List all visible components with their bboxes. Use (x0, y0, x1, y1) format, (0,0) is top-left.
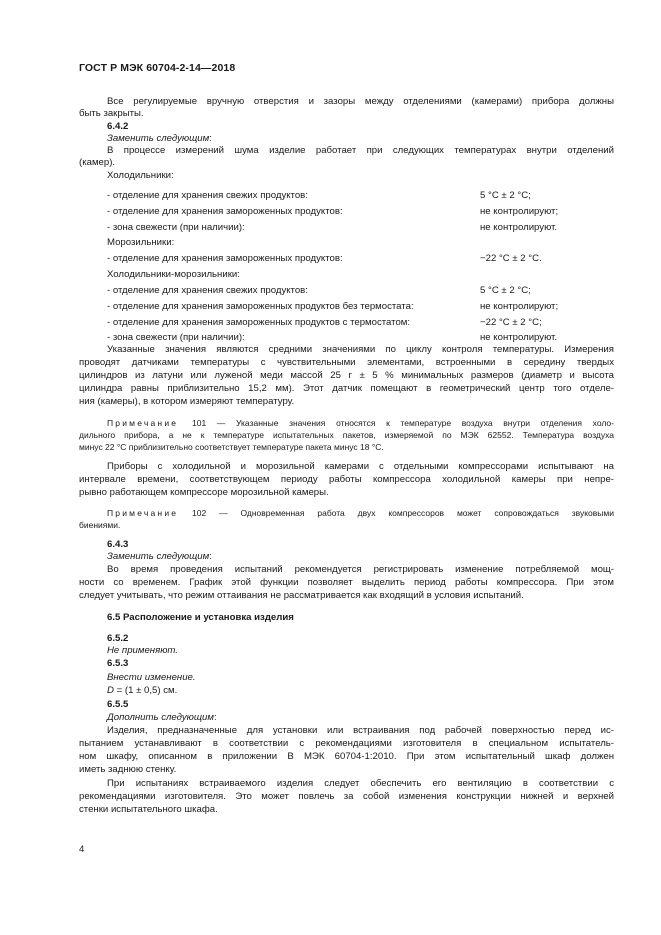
section-number: 6.4.3 (107, 539, 129, 550)
paragraph-line: Все регулируемые вручную отверстия и зазоры между отделениями (камерами) прибора должны (107, 96, 614, 107)
paragraph-line: быть закрыты. (79, 108, 144, 119)
temperature-row-value: 5 °C ± 2 °C; (480, 190, 531, 201)
paragraph-line: При испытаниях встраиваемого изделия следует обеспечить его вентиляцию в соответствии с (107, 778, 614, 789)
paragraph-line: Указанные значения являются средними значениями по циклу контроля температуры. Измерения (107, 344, 614, 355)
temperature-row-value: не контролируют; (480, 206, 559, 217)
note-line: минус 22 °C приблизительно соответствует температуре пакета минус 18 °C. (79, 442, 384, 452)
group-heading: Холодильники-морозильники: (107, 269, 240, 280)
paragraph-line: пытанием устанавливают в соответствии с рекомендациями изготовителя в специальном испытатель- (79, 738, 614, 749)
temperature-row-label: - отделение для хранения замороженных продуктов: (107, 206, 343, 217)
paragraph-line: стенки испытательного шкафа. (79, 804, 218, 815)
paragraph-line: интервале времени, соответствующем периоду работы компрессора холодильной камеры при непре- (79, 474, 614, 485)
temperature-row-label: - зона свежести (при наличии): (107, 332, 245, 343)
paragraph-line: рывно работающем компрессоре морозильной камеры. (79, 487, 329, 498)
note-line: дильного прибора, а не к температуре испытательных пакетов, измеряемой по МЭК 62552. Температура воздуха (79, 430, 614, 440)
section-number: 6.5.3 (107, 658, 129, 669)
instruction: Не применяют. (107, 645, 178, 656)
paragraph-line: (камер). (79, 157, 116, 168)
temperature-row-value: −22 °C ± 2 °C; (480, 317, 542, 328)
temperature-row-value: не контролируют; (480, 301, 559, 312)
paragraph-line: ном шкафу, описанном в приложении В МЭК 60704-1:2010. При этом испытательный шкаф должен (79, 751, 614, 762)
temperature-row-label: - отделение для хранения замороженных продуктов с термостатом: (107, 317, 411, 328)
instruction: Внести изменение. (107, 672, 196, 683)
temperature-row-label: - отделение для хранения замороженных продуктов: (107, 253, 343, 264)
note-label: Примечание (107, 508, 179, 518)
temperature-row-label: - отделение для хранения замороженных продуктов без термостата: (107, 301, 414, 312)
paragraph-line: ния (камеры), в котором измеряют температуру. (79, 396, 295, 407)
section-number: 6.5.2 (107, 633, 129, 644)
formula: D = (1 ± 0,5) см. (107, 685, 178, 696)
note-line: 102 — Одновременная работа двух компрессоров может сопровождаться звуковыми (192, 508, 614, 518)
temperature-row-label: - отделение для хранения свежих продуктов: (107, 285, 308, 296)
paragraph-line: Приборы с холодильной и морозильной камерами с отдельными компрессорами испытывают на (107, 461, 614, 472)
paragraph-line: Изделия, предназначенные для установки или встраивания под рабочей поверхностью перед ис- (107, 725, 614, 736)
section-number: 6.5.5 (107, 699, 129, 710)
group-heading: Морозильники: (107, 237, 175, 248)
temperature-row-value: −22 °C ± 2 °C. (480, 253, 542, 264)
paragraph-line: цилиндра равны приблизительно 15,2 мм). Этот датчик помещают в геометрический центр того отделе- (79, 383, 614, 394)
instruction: Заменить следующим: (107, 551, 212, 562)
paragraph-line: ности со временем. График этой функции позволяет выделить период работы компрессора. При этом (79, 577, 614, 588)
note-line: биениями. (79, 520, 121, 530)
paragraph-line: Во время проведения испытаний рекомендуется регистрировать изменение потребляемой мощ- (107, 564, 614, 575)
temperature-row-value: не контролируют. (480, 332, 558, 343)
group-heading: Холодильники: (107, 170, 174, 181)
note-label: Примечание (107, 418, 179, 428)
paragraph-line: следует учитывать, что режим оттаивания не рассматривается как входящий в условия испытаний. (79, 590, 524, 601)
page-number: 4 (79, 844, 85, 855)
paragraph-line: иметь заднюю стенку. (79, 764, 177, 775)
paragraph-line: рекомендациями изготовителя. Это может повлечь за собой изменения конструкции нижней и верхней (79, 791, 614, 802)
section-heading: 6.5 Расположение и установка изделия (107, 612, 294, 623)
instruction: Дополнить следующим: (107, 712, 217, 723)
temperature-row-value: не контролируют. (480, 222, 558, 233)
temperature-row-value: 5 °C ± 2 °C; (480, 285, 531, 296)
temperature-row-label: - отделение для хранения свежих продуктов: (107, 190, 308, 201)
paragraph-line: В процессе измерений шума изделие работает при следующих температурах внутри отделений (107, 145, 614, 156)
document-header: ГОСТ Р МЭК 60704-2-14—2018 (79, 62, 236, 74)
section-number: 6.4.2 (107, 121, 129, 132)
note-line: 101 — Указанные значения относятся к температуре воздуха внутри отделения холо- (192, 418, 614, 428)
instruction: Заменить следующим: (107, 133, 212, 144)
paragraph-line: проводят датчиками температуры с чувствительными элементами, встроенными в середину твердых (79, 357, 614, 368)
temperature-row-label: - зона свежести (при наличии): (107, 222, 245, 233)
paragraph-line: цилиндров из латуни или луженой меди массой 25 г ± 5 % минимальных размеров (диаметр и высота (79, 370, 614, 381)
